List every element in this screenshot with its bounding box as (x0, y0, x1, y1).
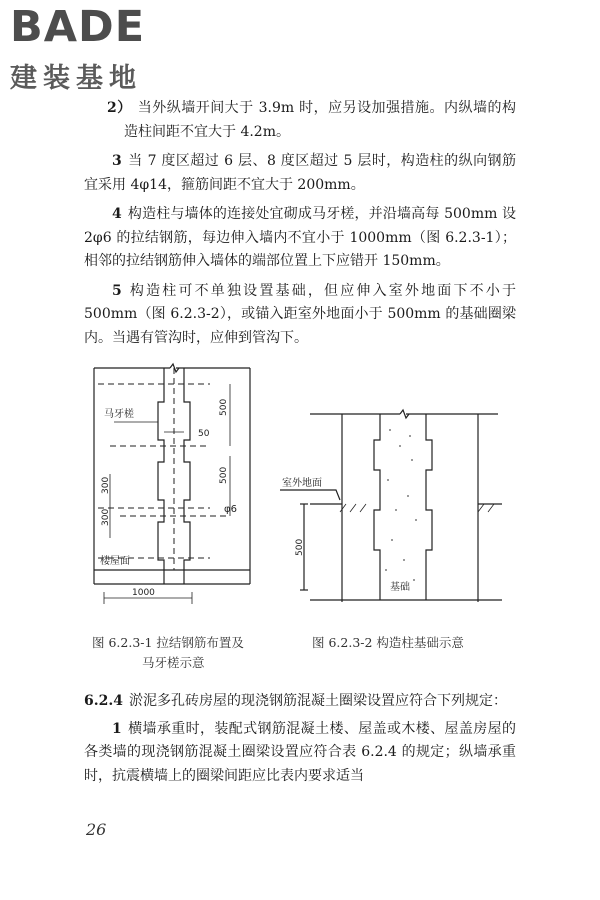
item-number: 1 (112, 720, 122, 737)
item-number: 3 (112, 153, 122, 169)
item-number: 4 (112, 206, 122, 222)
dim-1000: 1000 (132, 588, 155, 598)
label-foundation: 基础 (390, 582, 410, 593)
page-number: 26 (86, 820, 107, 839)
body-text-top (84, 97, 516, 350)
logo-wordmark: BADE (10, 2, 146, 52)
paragraph-item-4 (84, 203, 516, 274)
caption-line-2: 马牙槎示意 (142, 655, 205, 670)
paragraph-item-5 (84, 280, 516, 351)
dim-300-bottom: 300 (101, 508, 111, 526)
label-mayacha: 马牙槎 (104, 409, 134, 420)
dim-500-mid: 500 (219, 466, 229, 484)
paragraph-text: 构造柱可不单独设置基础，但应伸入室外地面下不小于 500mm（图 6.2.3-2），或锚入距室外地面小于 500mm 的基础圈梁内。当遇有管沟时，应伸到管沟下。 (84, 282, 516, 346)
dim-300-top: 300 (101, 476, 111, 494)
item-number: 5 (112, 282, 122, 299)
paragraph-text: 当外纵墙开间大于 3.9m 时，应另设加强措施。内纵墙的构造柱间距不宜大于 4.2m。 (124, 100, 516, 140)
item-number: 2） (107, 100, 132, 116)
paragraph-item-3 (84, 150, 516, 197)
body-text-bottom (84, 690, 516, 788)
section-number: 6.2.4 (84, 693, 123, 709)
paragraph-text: 当 7 度区超过 6 层、8 度区超过 5 层时，构造柱的纵向钢筋宜采用 4φ14，箍筋间距不宜大于 200mm。 (84, 153, 516, 193)
section-heading (84, 690, 516, 714)
section-title: 淤泥多孔砖房屋的现浇钢筋混凝土圈梁设置应符合下列规定： (128, 693, 507, 709)
caption-line-1: 图 6.2.3-1 拉结钢筋布置及 (92, 635, 244, 650)
figure1-caption (92, 633, 244, 673)
dim-50: 50 (198, 429, 210, 439)
figure2-caption: 图 6.2.3-2 构造柱基础示意 (312, 635, 464, 650)
label-phi6: φ6 (224, 504, 237, 515)
paragraph-text: 构造柱与墙体的连接处宜砌成马牙槎，并沿墙高每 500mm 设 2φ6 的拉结钢筋，每边伸入墙内不宜小于 1000mm（图 6.2.3-1）；相邻的拉结钢筋伸入墙体的端部位置上下应错开 150mm。 (84, 206, 516, 269)
brand-logo (10, 2, 185, 94)
paragraph-text: 横墙承重时，装配式钢筋混凝土楼、屋盖或木楼、屋盖房屋的各类墙的现浇钢筋混凝土圈梁设置应符合表 6.2.4 的规定；纵墙承重时，抗震横墙上的圈梁间距应比表内要求适当 (84, 720, 516, 784)
label-outdoor-ground: 室外地面 (282, 478, 322, 489)
dim-500: 500 (295, 538, 305, 556)
figure-tie-bar-diagram (80, 362, 280, 612)
dim-500-top: 500 (219, 398, 229, 416)
paragraph-item-2 (84, 97, 516, 144)
section-paragraph-1 (84, 718, 516, 789)
logo-chinese: 建装基地 (10, 63, 142, 94)
figure-column-foundation-diagram (270, 400, 510, 610)
label-floor: 楼屋面 (100, 556, 130, 567)
